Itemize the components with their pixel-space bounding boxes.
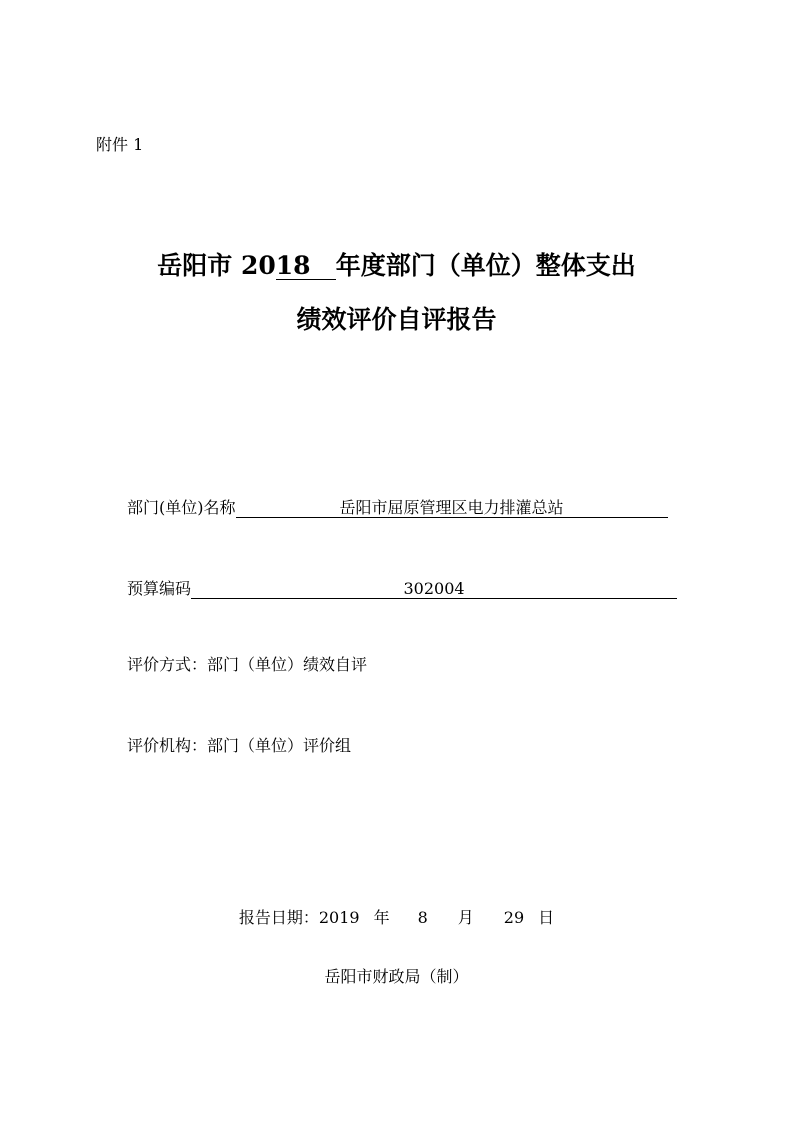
eval-method-row — [127, 652, 367, 675]
eval-method-value: 部门（单位）绩效自评 — [207, 655, 368, 674]
dept-name-label: 部门(单位)名称 — [127, 498, 236, 517]
report-date-month-unit: 月 — [457, 908, 474, 927]
eval-method-label: 评价方式： — [127, 655, 208, 674]
report-date-year-unit: 年 — [373, 908, 390, 927]
report-title-line-1 — [0, 246, 793, 282]
eval-org-value: 部门（单位）评价组 — [207, 736, 352, 755]
title-prefix: 岳阳市 20 — [157, 251, 276, 280]
dept-name-row — [127, 495, 668, 518]
dept-name-value: 岳阳市屈原管理区电力排灌总站 — [236, 498, 668, 518]
budget-code-row — [127, 576, 677, 599]
budget-code-label: 预算编码 — [127, 579, 192, 598]
report-date-month: 8 — [417, 908, 428, 927]
attachment-label: 附件 1 — [96, 135, 144, 154]
budget-code-value: 302004 — [191, 579, 677, 599]
report-date-year: 2019 — [318, 908, 360, 927]
report-date-day-unit: 日 — [538, 908, 555, 927]
title-suffix: 年度部门（单位）整体支出 — [335, 251, 636, 280]
eval-org-label: 评价机构： — [127, 736, 208, 755]
title-year-blank: 18 — [276, 253, 336, 280]
report-title-line-2: 绩效评价自评报告 — [296, 305, 497, 334]
issuer-label: 岳阳市财政局（制） — [324, 967, 469, 986]
report-date-row — [0, 905, 793, 928]
eval-org-row — [127, 733, 351, 756]
report-date-day: 29 — [503, 908, 525, 927]
report-date-label: 报告日期： — [238, 908, 319, 927]
